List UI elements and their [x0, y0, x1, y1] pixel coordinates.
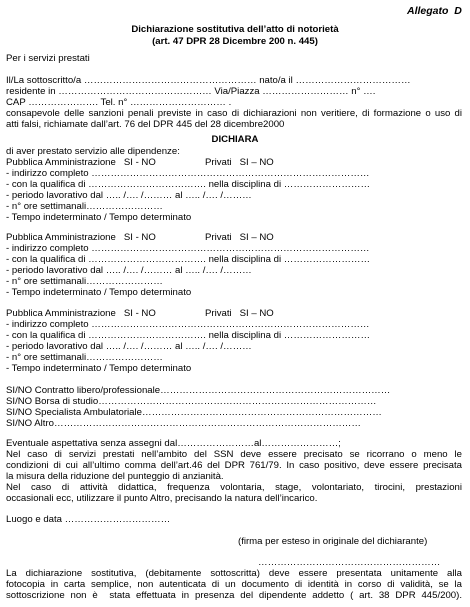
block-3-line-1: - indirizzo completo …………………………………………………………………………… [6, 319, 370, 330]
block-1-privati: Privati SI – NO [205, 157, 274, 168]
document-subtitle: (art. 47 DPR 28 Dicembre 200 n. 445) [152, 36, 318, 47]
ssn-line-3: la misura della riduzione del punteggio di anzianità. [6, 471, 224, 482]
block-1-line-3: - periodo lavorativo dal ….. /…. /……… al ….. /…. /……… [6, 190, 252, 201]
block-3-line-2: - con la qualifica di ………………………………. nella disciplina di ……………………… [6, 330, 371, 341]
ssn-line-1: Nel caso di servizi prestati nell’ambito del SSN deve essere precisato se ricorrano o meno le [6, 449, 462, 460]
consapevole-line-1: consapevole delle sanzioni penali previste in caso di dichiarazioni non veritiere, di formazione o uso di [6, 108, 462, 119]
didattica-line-1: Nel caso di attività didattica, frequenza volontaria, stage, volontariato, tirocini, prestazioni [6, 482, 462, 493]
block-3-line-3: - periodo lavorativo dal ….. /…. /……… al ….. /…. /……… [6, 341, 252, 352]
block-1-pa: Pubblica Amministrazione SI - NO [6, 157, 156, 168]
personal-line-3: CAP …………………. Tel. n° ………………………… . [6, 97, 232, 108]
block-3-line-4: - n° ore settimanali…………………… [6, 352, 163, 363]
sino-line-3: SI/NO Specialista Ambulatoriale………………………………………………………………… [6, 407, 382, 418]
sino-line-1: SI/NO Contratto libero/professionale……………………………………………………………… [6, 385, 391, 396]
ssn-line-2: condizioni di cui all’ultimo comma dell’art.46 del DPR 761/79. In caso positivo, deve essere precisata [6, 460, 462, 471]
didattica-line-2: occasionali ecc, utilizzare il punto Altro, precisando la natura dell’incarico. [6, 493, 318, 504]
block-3-pa: Pubblica Amministrazione SI - NO [6, 308, 156, 319]
sino-line-2: SI/NO Borsa di studio…………………………………………………………………………… [6, 396, 377, 407]
block-3-line-5: - Tempo indeterminato / Tempo determinato [6, 363, 192, 374]
block-2-line-5: - Tempo indeterminato / Tempo determinato [6, 287, 192, 298]
block-1-line-1: - indirizzo completo …………………………………………………………………………… [6, 168, 370, 179]
luogo-data-field: Luogo e data …………………………… [6, 514, 171, 525]
document-title: Dichiarazione sostitutiva dell’atto di notorietà [131, 24, 339, 35]
allegato-label: Allegato D [407, 5, 462, 17]
block-1-line-4: - n° ore settimanali…………………… [6, 201, 163, 212]
nota-line-2: fotocopia in carta semplice, non autenticata di un documento di identità in corso di validità, se la [6, 579, 462, 590]
block-2-line-3: - periodo lavorativo dal ….. /…. /……… al ….. /…. /……… [6, 265, 252, 276]
servizio-intro: di aver prestato servizio alle dipendenze: [6, 146, 180, 157]
block-2-line-2: - con la qualifica di ………………………………. nella disciplina di ……………………… [6, 254, 371, 265]
block-3-privati: Privati SI – NO [205, 308, 274, 319]
consapevole-line-2: atti falsi, richiamate dall’art. 76 del DPR 445 del 28 dicembre2000 [6, 119, 285, 130]
block-1-line-5: - Tempo indeterminato / Tempo determinato [6, 212, 192, 223]
aspettativa-line: Eventuale aspettativa senza assegni dal……………………al……………………; [6, 438, 341, 449]
block-1-line-2: - con la qualifica di ………………………………. nella disciplina di ……………………… [6, 179, 371, 190]
intro-text: Per i servizi prestati [6, 53, 90, 64]
dichiara-heading: DICHIARA [211, 134, 259, 145]
nota-line-3: sottoscrizione non è stata effettuata in presenza del dipendente addetto ( art. 38 DPR 445/200). [6, 590, 462, 601]
personal-line-1: Il/La sottoscritto/a ……………………………………………… nato/a il ……………………………… [6, 75, 411, 86]
sino-line-4: SI/NO Altro…………………………………………………………………………………… [6, 418, 361, 429]
nota-line-1: La dichiarazione sostitutiva, (debitamente sottoscritta) deve essere presentata unitamente alla [6, 568, 462, 579]
block-2-privati: Privati SI – NO [205, 232, 274, 243]
personal-line-2: residente in ………………………………………… Via/Piazza ……………………… n° …. [6, 86, 376, 97]
block-2-pa: Pubblica Amministrazione SI - NO [6, 232, 156, 243]
firma-line: ………………………………………………… [258, 557, 441, 568]
block-2-line-1: - indirizzo completo …………………………………………………………………………… [6, 243, 370, 254]
block-2-line-4: - n° ore settimanali…………………… [6, 276, 163, 287]
firma-label: (firma per esteso in originale del dichiarante) [238, 536, 428, 547]
